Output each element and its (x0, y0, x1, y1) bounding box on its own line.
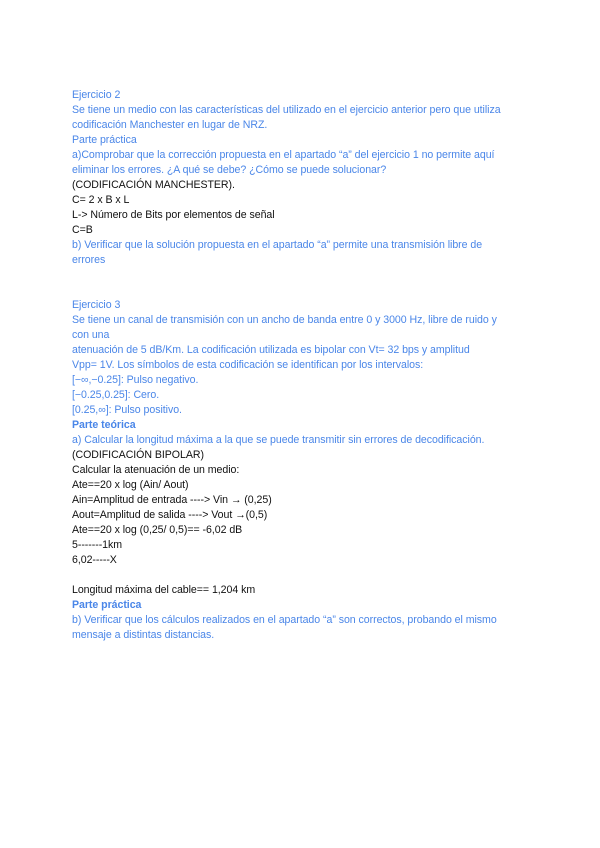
exercise-3-question-b-line-1: b) Verificar que los cálculos realizados en el apartado “a” son correctos, probando el mismo (72, 614, 497, 626)
exercise-3-teorica-heading: Parte teórica (72, 419, 136, 431)
exercise-2-question-a-line-1: a)Comprobar que la corrección propuesta en el apartado “a” del ejercicio 1 no permite aquí (72, 149, 495, 161)
exercise-2-answer-line: C= 2 x B x L (72, 194, 130, 206)
exercise-3-answer-line: 5-------1km (72, 539, 123, 551)
exercise-2-question-b-line-1: b) Verificar que la solución propuesta en el apartado “a” permite una transmisión libre de (72, 239, 483, 251)
exercise-3-title: Ejercicio 3 (72, 299, 121, 311)
exercise-2-question-b-line-2: errores (72, 254, 106, 266)
exercise-3-interval: [−0.25,0.25]: Cero. (72, 389, 160, 401)
exercise-3-answer-line: (CODIFICACIÓN BIPOLAR) (72, 449, 204, 461)
exercise-2-answer-line: (CODIFICACIÓN MANCHESTER). (72, 179, 235, 191)
exercise-3-intro-line-1: Se tiene un canal de transmisión con un ancho de banda entre 0 y 3000 Hz, libre de ruido y (72, 314, 497, 326)
exercise-2-practica-heading: Parte práctica (72, 134, 137, 146)
exercise-3-answer-line: Calcular la atenuación de un medio: (72, 464, 240, 476)
exercise-2-answer-line: C=B (72, 224, 93, 236)
exercise-3-answer-line: Aout=Amplitud de salida ----> Vout →(0,5) (72, 509, 268, 521)
exercise-2-answer-line: L-> Número de Bits por elementos de señal (72, 209, 275, 221)
exercise-2-title: Ejercicio 2 (72, 89, 121, 101)
exercise-3-intro-line-4: Vpp= 1V. Los símbolos de esta codificación se identifican por los intervalos: (72, 359, 424, 371)
exercise-3-intro-line-3: atenuación de 5 dB/Km. La codificación utilizada es bipolar con Vt= 32 bps y amplitud (72, 344, 470, 356)
exercise-2-question-a-line-2: eliminar los errores. ¿A qué se debe? ¿Cómo se puede solucionar? (72, 164, 387, 176)
exercise-3-intro-line-2: con una (72, 329, 110, 341)
exercise-3-result: Longitud máxima del cable== 1,204 km (72, 584, 256, 596)
exercise-3-practica-heading: Parte práctica (72, 599, 142, 611)
exercise-3-answer-line: Ate==20 x log (0,25/ 0,5)== -6,02 dB (72, 524, 243, 536)
exercise-3-interval: [−∞,−0.25]: Pulso negativo. (72, 374, 199, 386)
exercise-3-question-a: a) Calcular la longitud máxima a la que se puede transmitir sin errores de decodificación. (72, 434, 485, 446)
exercise-3-answer-line: Ate==20 x log (Ain/ Aout) (72, 479, 189, 491)
exercise-3-interval: [0.25,∞]: Pulso positivo. (72, 404, 182, 416)
exercise-2-intro-line-1: Se tiene un medio con las características del utilizado en el ejercicio anterior pero que utiliza (72, 104, 501, 116)
exercise-3-answer-line: 6,02-----X (72, 554, 117, 566)
exercise-3-question-b-line-2: mensaje a distintas distancias. (72, 629, 215, 641)
exercise-3-answer-line: Ain=Amplitud de entrada ----> Vin → (0,25) (72, 494, 272, 506)
exercise-2-intro-line-2: codificación Manchester en lugar de NRZ. (72, 119, 268, 131)
